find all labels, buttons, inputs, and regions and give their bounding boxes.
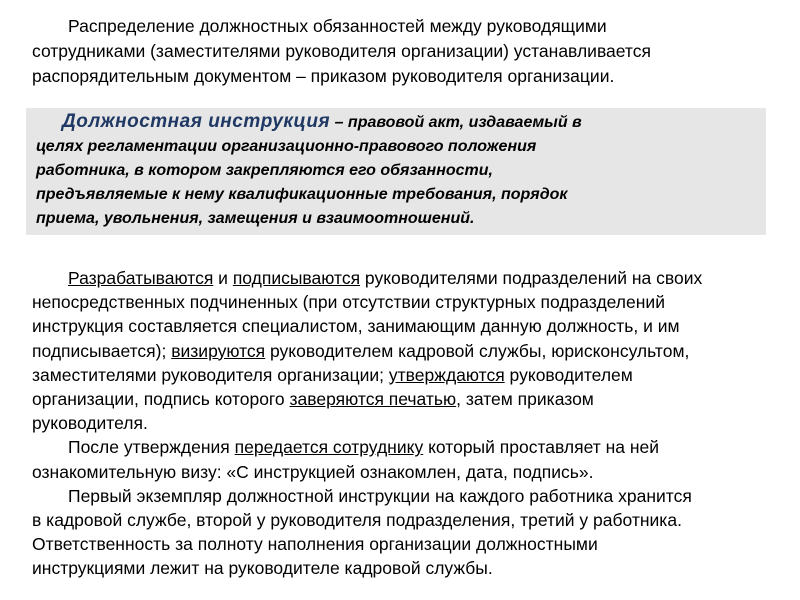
underlined-term: визируются	[171, 340, 266, 361]
underlined-term: Разрабатываются	[68, 268, 214, 288]
procedure-line: подписывается); визируются руководителем кадровой службы, юрисконсультом,	[32, 340, 690, 361]
procedure-line: руководителя.	[32, 413, 148, 434]
definition-line: предъявляемые к нему квалификационные требования, порядок	[36, 186, 568, 203]
procedure-line: Ответственность за полноту наполнения организации должностными	[32, 534, 598, 555]
procedure-line: инструкциями лежит на руководителе кадровой службы.	[32, 558, 493, 579]
procedure-line: ознакомительную визу: «С инструкцией ознакомлен, дата, подпись».	[32, 461, 594, 482]
procedure-line: После утверждения передается сотруднику который проставляет на ней	[68, 437, 660, 458]
underlined-term: передается сотруднику	[234, 437, 424, 458]
definition-term: Должностная инструкция	[62, 111, 331, 132]
definition-line: целях регламентации организационно-правового положения	[36, 138, 537, 155]
procedure-line: непосредственных подчиненных (при отсутствии структурных подразделений	[32, 292, 665, 313]
definition-line: работника, в котором закрепляются его обязанности,	[36, 162, 493, 179]
intro-line: Распределение должностных обязанностей между руководящими	[68, 16, 607, 36]
underlined-term: заверяются печатью	[289, 389, 457, 410]
procedure-line: Первый экземпляр должностной инструкции на каждого работника хранится	[68, 485, 692, 506]
underlined-term: утверждаются	[388, 364, 505, 385]
definition-line: приема, увольнения, замещения и взаимоотношений.	[36, 210, 475, 227]
definition-line: Должностная инструкция – правовой акт, издаваемый в	[62, 111, 582, 132]
intro-line: распорядительным документом – приказом руководителя организации.	[32, 66, 615, 86]
procedure-line: заместителями руководителя организации; утверждаются руководителем	[32, 364, 633, 385]
procedure-line: Разрабатываются и подписываются руководителями подразделений на своих	[68, 268, 703, 288]
definition-box	[26, 108, 766, 235]
procedure-line: инструкция составляется специалистом, занимающим данную должность, и им	[32, 316, 680, 337]
underlined-term: подписываются	[232, 268, 361, 288]
procedure-line: организации, подпись которого заверяются печатью, затем приказом	[32, 389, 594, 410]
procedure-paragraph	[32, 266, 792, 581]
intro-line: сотрудниками (заместителями руководителя организации) устанавливается	[32, 41, 651, 61]
procedure-line: в кадровой службе, второй у руководителя подразделения, третий у работника.	[32, 510, 682, 531]
intro-paragraph	[32, 14, 772, 89]
